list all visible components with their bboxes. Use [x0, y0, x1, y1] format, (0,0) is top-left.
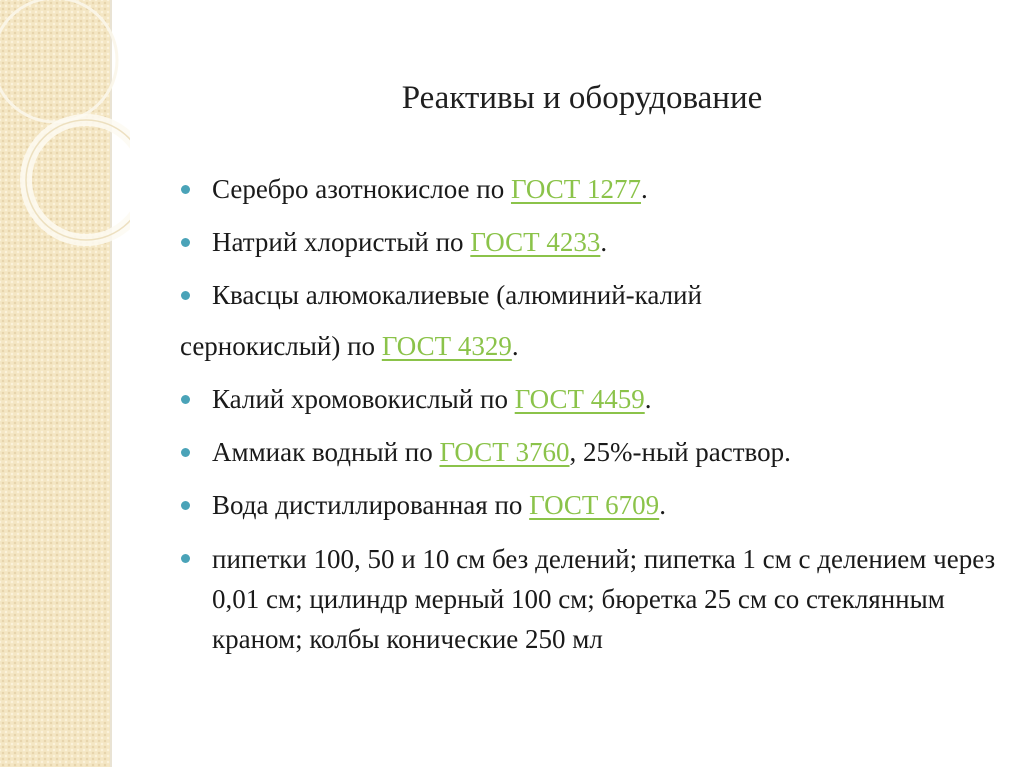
item-text-end: .: [641, 174, 648, 204]
list-item: [180, 380, 1000, 419]
item-text-end: .: [600, 227, 608, 257]
gost-link[interactable]: ГОСТ 4459: [514, 384, 645, 414]
item-text: Серебро азотнокислое по: [212, 174, 511, 204]
bullet-icon: [181, 554, 190, 563]
item-text: пипетки 100, 50 и 10 см без делений; пипетка 1 см с делением через 0,01 см; цилиндр мерный 100 см; бюретка 25 см со стеклянным краном; колбы конические 250 мл: [212, 544, 996, 654]
gost-link[interactable]: ГОСТ 3760: [439, 437, 570, 467]
bullet-icon: [181, 185, 190, 194]
item-text-end: .: [511, 331, 519, 361]
list-item: [180, 539, 1000, 659]
item-text: Аммиак водный по: [212, 437, 440, 467]
list-item: [180, 486, 1000, 525]
bullet-icon: [181, 448, 190, 457]
list-item: [180, 170, 1000, 209]
item-text: Калий хромовокислый по: [212, 384, 515, 414]
decorative-rings-icon: [0, 0, 130, 260]
item-text-end: , 25%-ный раствор.: [569, 437, 791, 467]
bullet-icon: [181, 501, 190, 510]
gost-link[interactable]: ГОСТ 4233: [470, 227, 601, 257]
gost-link[interactable]: ГОСТ 4329: [381, 331, 512, 361]
list-item: [180, 276, 1000, 315]
item-text: Вода дистиллированная по: [212, 490, 530, 520]
item-text: Натрий хлористый по: [212, 227, 471, 257]
slide-title: Реактивы и оборудование: [401, 80, 763, 116]
item-text-end: .: [659, 490, 666, 520]
item-text: Квасцы алюмокалиевые (алюминий-калий: [212, 280, 702, 310]
item-text: сернокислый) по: [180, 331, 382, 361]
gost-link[interactable]: ГОСТ 1277: [510, 174, 641, 204]
list-item: [180, 223, 1000, 262]
bullet-icon: [181, 238, 190, 247]
bullet-icon: [181, 291, 190, 300]
item-text-end: .: [644, 384, 652, 414]
list-item: [180, 433, 1000, 472]
bullet-icon: [181, 395, 190, 404]
content-list: [180, 170, 1000, 673]
gost-link[interactable]: ГОСТ 6709: [529, 490, 660, 520]
list-item-continuation: [180, 327, 1000, 366]
